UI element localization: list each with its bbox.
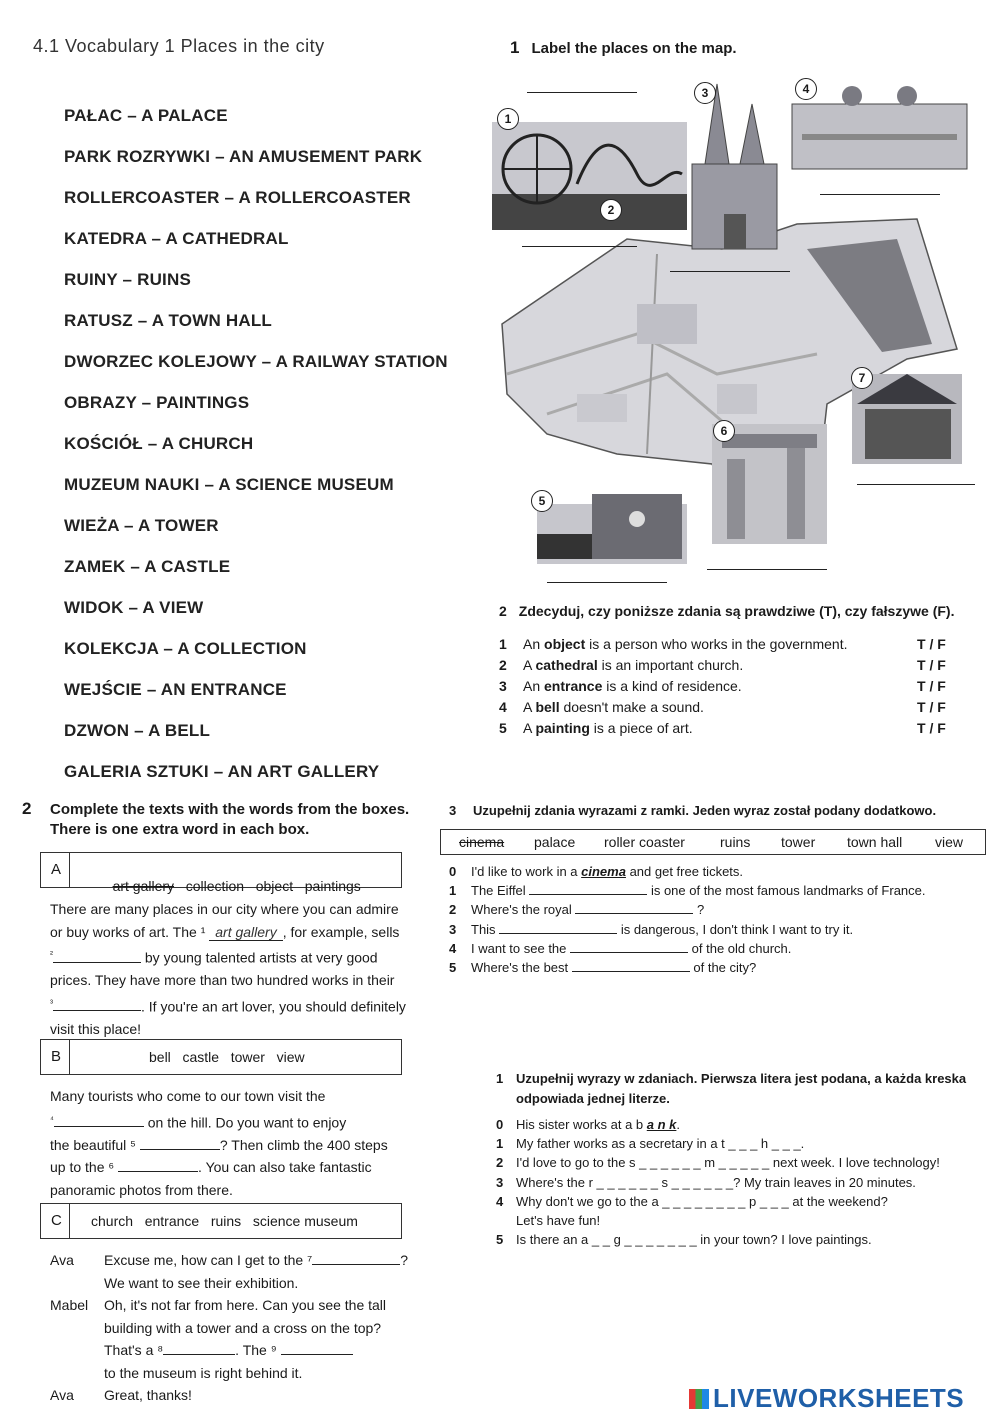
ex3-blank-4[interactable] xyxy=(570,940,688,953)
ex2-heading: 2 Complete the texts with the words from the boxes. There is one extra word in each box. xyxy=(22,799,410,838)
answer-line[interactable] xyxy=(547,582,667,583)
ex4-item[interactable]: 1 My father works as a secretary in a t _ _ _ h _ _ _. xyxy=(496,1136,805,1152)
vocab-item: DWORZEC KOLEJOWY – A RAILWAY STATION xyxy=(64,352,448,371)
ex3-blank-5[interactable] xyxy=(572,959,690,972)
tf-item: 3 An entrance is a kind of residence. T / F xyxy=(499,676,959,697)
word-box-c: C church entrance ruins science museum xyxy=(40,1203,402,1239)
tf-item: 2 A cathedral is an important church. T / F xyxy=(499,655,959,676)
ex1-heading: 1 Label the places on the map. xyxy=(510,38,737,57)
word-box-b: B bell castle tower view xyxy=(40,1039,402,1075)
ex3-blank-1[interactable] xyxy=(529,882,647,895)
vocab-item: WEJŚCIE – AN ENTRANCE xyxy=(64,680,287,699)
vocab-item: OBRAZY – PAINTINGS xyxy=(64,393,250,412)
ex3-blank-2[interactable] xyxy=(575,901,693,914)
tf-choice[interactable]: T / F xyxy=(917,636,946,652)
vocab-item: RUINY – RUINS xyxy=(64,270,191,289)
ex4-item[interactable]: 2 I'd love to go to the s _ _ _ _ _ _ m _ _ _ _ _ next week. I love technology! xyxy=(496,1155,940,1171)
answer-line[interactable] xyxy=(522,246,637,247)
answer-line[interactable] xyxy=(670,271,790,272)
city-map xyxy=(487,74,985,584)
tf-choice[interactable]: T / F xyxy=(917,699,946,715)
blank-7[interactable] xyxy=(312,1252,400,1265)
vocab-item: KATEDRA – A CATHEDRAL xyxy=(64,229,289,248)
dialogue: Ava Excuse me, how can I get to the ⁷ ? We want to see their exhibition. Mabel Oh, it's not far from here. Can you see the tall building with a tower and a cross on the top? That's a ⁸ . The ⁹ to the museum is right behind it. Ava Great, thanks! xyxy=(50,1252,408,1403)
vocab-item: KOŚCIÓŁ – A CHURCH xyxy=(64,434,254,453)
answer-line[interactable] xyxy=(707,569,827,570)
ex4-item[interactable]: 3 Where's the r _ _ _ _ _ _ s _ _ _ _ _ _? My train leaves in 20 minutes. xyxy=(496,1174,916,1190)
blank-5[interactable] xyxy=(140,1137,220,1150)
blank-3[interactable] xyxy=(53,998,141,1011)
ex4-list: 0 His sister works at a b a n k. 1 My father works as a secretary in a t _ _ _ h _ _ _. 2 I'd love to go to the s _ _ _ _ _ _ m _ _ _ _ _ next week. I love technology! 3 Where's the r _ _ _ _ _ _ s _ _ _ _ _ _? My train leaves in 20 minutes. 4 Why don't we go to the a _ _ _ _ _ _ _ _ p _ _ _ at the weekend? Let's have fun! 5 Is there an a _ _ g _ _ _ _ _ _ _ in your town? I love paintings. xyxy=(496,1115,991,1249)
ex4-heading: 1 Uzupełnij wyrazy w zdaniach. Pierwsza litera jest podana, a każda kreska odpowiada jednej literze. xyxy=(496,1071,967,1106)
map-label-5: 5 xyxy=(531,490,553,512)
text-b: Many tourists who come to our town visit the $^{^4}$ on the hill. Do you want to enjoy the beautiful ⁵ ? Then climb the 400 steps up to the ⁶ . You can also take fantastic panoramic photos from there. xyxy=(50,1088,388,1198)
answer-line[interactable] xyxy=(857,484,975,485)
vocab-item: ZAMEK – A CASTLE xyxy=(64,557,231,576)
answer-line[interactable] xyxy=(820,194,940,195)
map-label-7: 7 xyxy=(851,367,873,389)
tf-list xyxy=(499,634,959,739)
blank-2[interactable] xyxy=(53,950,141,963)
map-label-6: 6 xyxy=(713,420,735,442)
map-illustration xyxy=(487,74,985,584)
map-label-4: 4 xyxy=(795,78,817,100)
ex3-list: 0 I'd like to work in a cinema and get free tickets. 1 The Eiffel is one of the most famous landmarks of France. 2 Where's the royal ? 3 This is dangerous, I don't think I want to try it. 4 I want to see the of the old church. 5 Where's the best of the city? xyxy=(449,864,926,975)
tf-item: 4 A bell doesn't make a sound. T / F xyxy=(499,697,959,718)
tf-choice[interactable]: T / F xyxy=(917,657,946,673)
answer-line[interactable] xyxy=(527,92,637,93)
vocab-item: KOLEKCJA – A COLLECTION xyxy=(64,639,307,658)
vocab-item: ROLLERCOASTER – A ROLLERCOASTER xyxy=(64,188,411,207)
map-label-1: 1 xyxy=(497,108,519,130)
vocab-list xyxy=(64,104,448,801)
ex4-item[interactable]: 5 Is there an a _ _ g _ _ _ _ _ _ _ in your town? I love paintings. xyxy=(496,1232,872,1248)
vocab-item: PAŁAC – A PALACE xyxy=(64,106,228,125)
vocab-item: PARK ROZRYWKI – AN AMUSEMENT PARK xyxy=(64,147,423,166)
ex3-word-box: cinema palace roller coaster ruins tower town hall view xyxy=(440,829,986,855)
vocab-item: WIEŻA – A TOWER xyxy=(64,516,219,535)
tf-item: 5 A painting is a piece of art. T / F xyxy=(499,718,959,739)
blank-6[interactable] xyxy=(118,1159,198,1172)
ex3-blank-3[interactable] xyxy=(499,921,617,934)
vocab-item: RATUSZ – A TOWN HALL xyxy=(64,311,272,330)
vocab-item: WIDOK – A VIEW xyxy=(64,598,204,617)
tf-heading: 2 Zdecyduj, czy poniższe zdania są prawdziwe (T), czy fałszywe (F). xyxy=(499,603,955,619)
vocab-item: GALERIA SZTUKI – AN ART GALLERY xyxy=(64,762,380,781)
blank-4[interactable] xyxy=(54,1114,144,1127)
liveworksheets-logo: LIVEWORKSHEETS xyxy=(689,1383,964,1414)
tf-item: 1 An object is a person who works in the government. T / F xyxy=(499,634,959,655)
tf-choice[interactable]: T / F xyxy=(917,678,946,694)
blank-9[interactable] xyxy=(281,1342,353,1355)
page-title: 4.1 Vocabulary 1 Places in the city xyxy=(33,36,325,56)
blank-8[interactable] xyxy=(163,1342,235,1355)
map-label-3: 3 xyxy=(694,82,716,104)
ex3-heading: 3 Uzupełnij zdania wyrazami z ramki. Jeden wyraz został podany dodatkowo. xyxy=(449,803,937,818)
tf-choice[interactable]: T / F xyxy=(917,720,946,736)
ex4-item[interactable]: 4 Why don't we go to the a _ _ _ _ _ _ _ _ p _ _ _ at the weekend? xyxy=(496,1193,888,1209)
vocab-item: MUZEUM NAUKI – A SCIENCE MUSEUM xyxy=(64,475,394,494)
word-box-a: A art gallery collection object paintings xyxy=(40,852,402,888)
vocab-item: DZWON – A BELL xyxy=(64,721,211,740)
text-a: There are many places in our city where you can admire or buy works of art. The ¹ art gallery , for example, sells $^{^2}$ by young talented artists at very good prices. They have more than two hundred works in their $^{^3}$ . If you're an art lover, you should definitely visit this place! xyxy=(50,901,406,1037)
map-label-2: 2 xyxy=(600,199,622,221)
logo-icon xyxy=(689,1389,709,1409)
